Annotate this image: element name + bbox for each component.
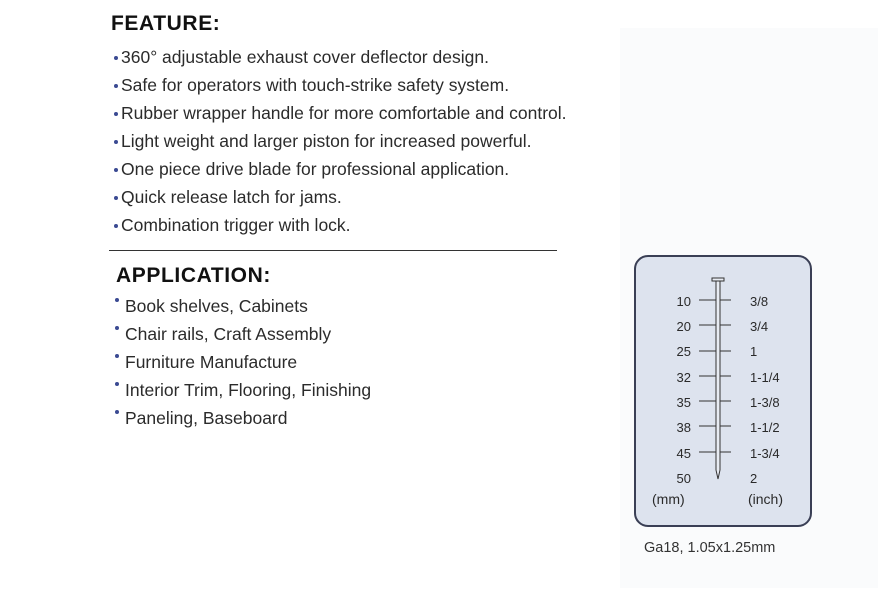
application-item-text: Book shelves, Cabinets [125,296,308,316]
brad-nail-icon [695,270,735,485]
mm-value: 45 [676,446,691,461]
mm-value: 32 [676,370,691,385]
feature-item-text: Light weight and larger piston for increased powerful. [121,131,532,151]
inch-value: 3/4 [750,319,769,334]
feature-item [113,155,567,183]
section-divider [109,250,557,251]
bullet-icon [114,168,118,172]
mm-value: 35 [676,395,691,410]
bullet-icon [115,298,119,302]
inch-value: 1-1/2 [750,420,780,435]
application-item-text: Paneling, Baseboard [125,408,288,428]
feature-item [113,71,567,99]
feature-item-text: 360° adjustable exhaust cover deflector design. [121,47,489,67]
bullet-icon [114,56,118,60]
feature-item [113,211,567,239]
application-list [113,292,371,432]
mm-value: 10 [676,294,691,309]
feature-list [113,43,567,239]
feature-item-text: Combination trigger with lock. [121,215,351,235]
bullet-icon [114,84,118,88]
bullet-icon [114,112,118,116]
feature-item-text: Safe for operators with touch-strike safety system. [121,75,510,95]
inch-value: 1-3/4 [750,446,780,461]
application-item-text: Furniture Manufacture [125,352,298,372]
mm-value: 20 [676,319,691,334]
application-item-text: Chair rails, Craft Assembly [125,324,332,344]
nail-spec-caption: Ga18, 1.05x1.25mm [644,540,776,556]
mm-value: 50 [676,471,691,486]
application-item [113,348,371,376]
inch-value: 1-1/4 [750,370,780,385]
bullet-icon [114,224,118,228]
inch-value: 3/8 [750,294,769,309]
application-heading: APPLICATION: [116,264,271,287]
application-item [113,292,371,320]
inch-value: 2 [750,471,758,486]
feature-item-text: One piece drive blade for professional application. [121,159,510,179]
bullet-icon [114,140,118,144]
application-item [113,320,371,348]
bullet-icon [115,326,119,330]
bullet-icon [114,196,118,200]
application-item [113,376,371,404]
feature-item-text: Rubber wrapper handle for more comfortable and control. [121,103,567,123]
bullet-icon [115,410,119,414]
feature-item [113,183,567,211]
inch-value: 1-3/8 [750,395,780,410]
feature-item [113,127,567,155]
bullet-icon [115,382,119,386]
bullet-icon [115,354,119,358]
mm-value: 25 [676,344,691,359]
inch-unit-label: (inch) [748,491,784,507]
mm-unit-label: (mm) [652,491,685,507]
inch-value: 1 [750,344,758,359]
feature-item-text: Quick release latch for jams. [121,187,342,207]
feature-heading: FEATURE: [111,12,221,35]
mm-value: 38 [676,420,691,435]
application-item [113,404,371,432]
feature-item [113,43,567,71]
application-item-text: Interior Trim, Flooring, Finishing [125,380,372,400]
feature-item [113,99,567,127]
nail-ticks [699,300,731,452]
